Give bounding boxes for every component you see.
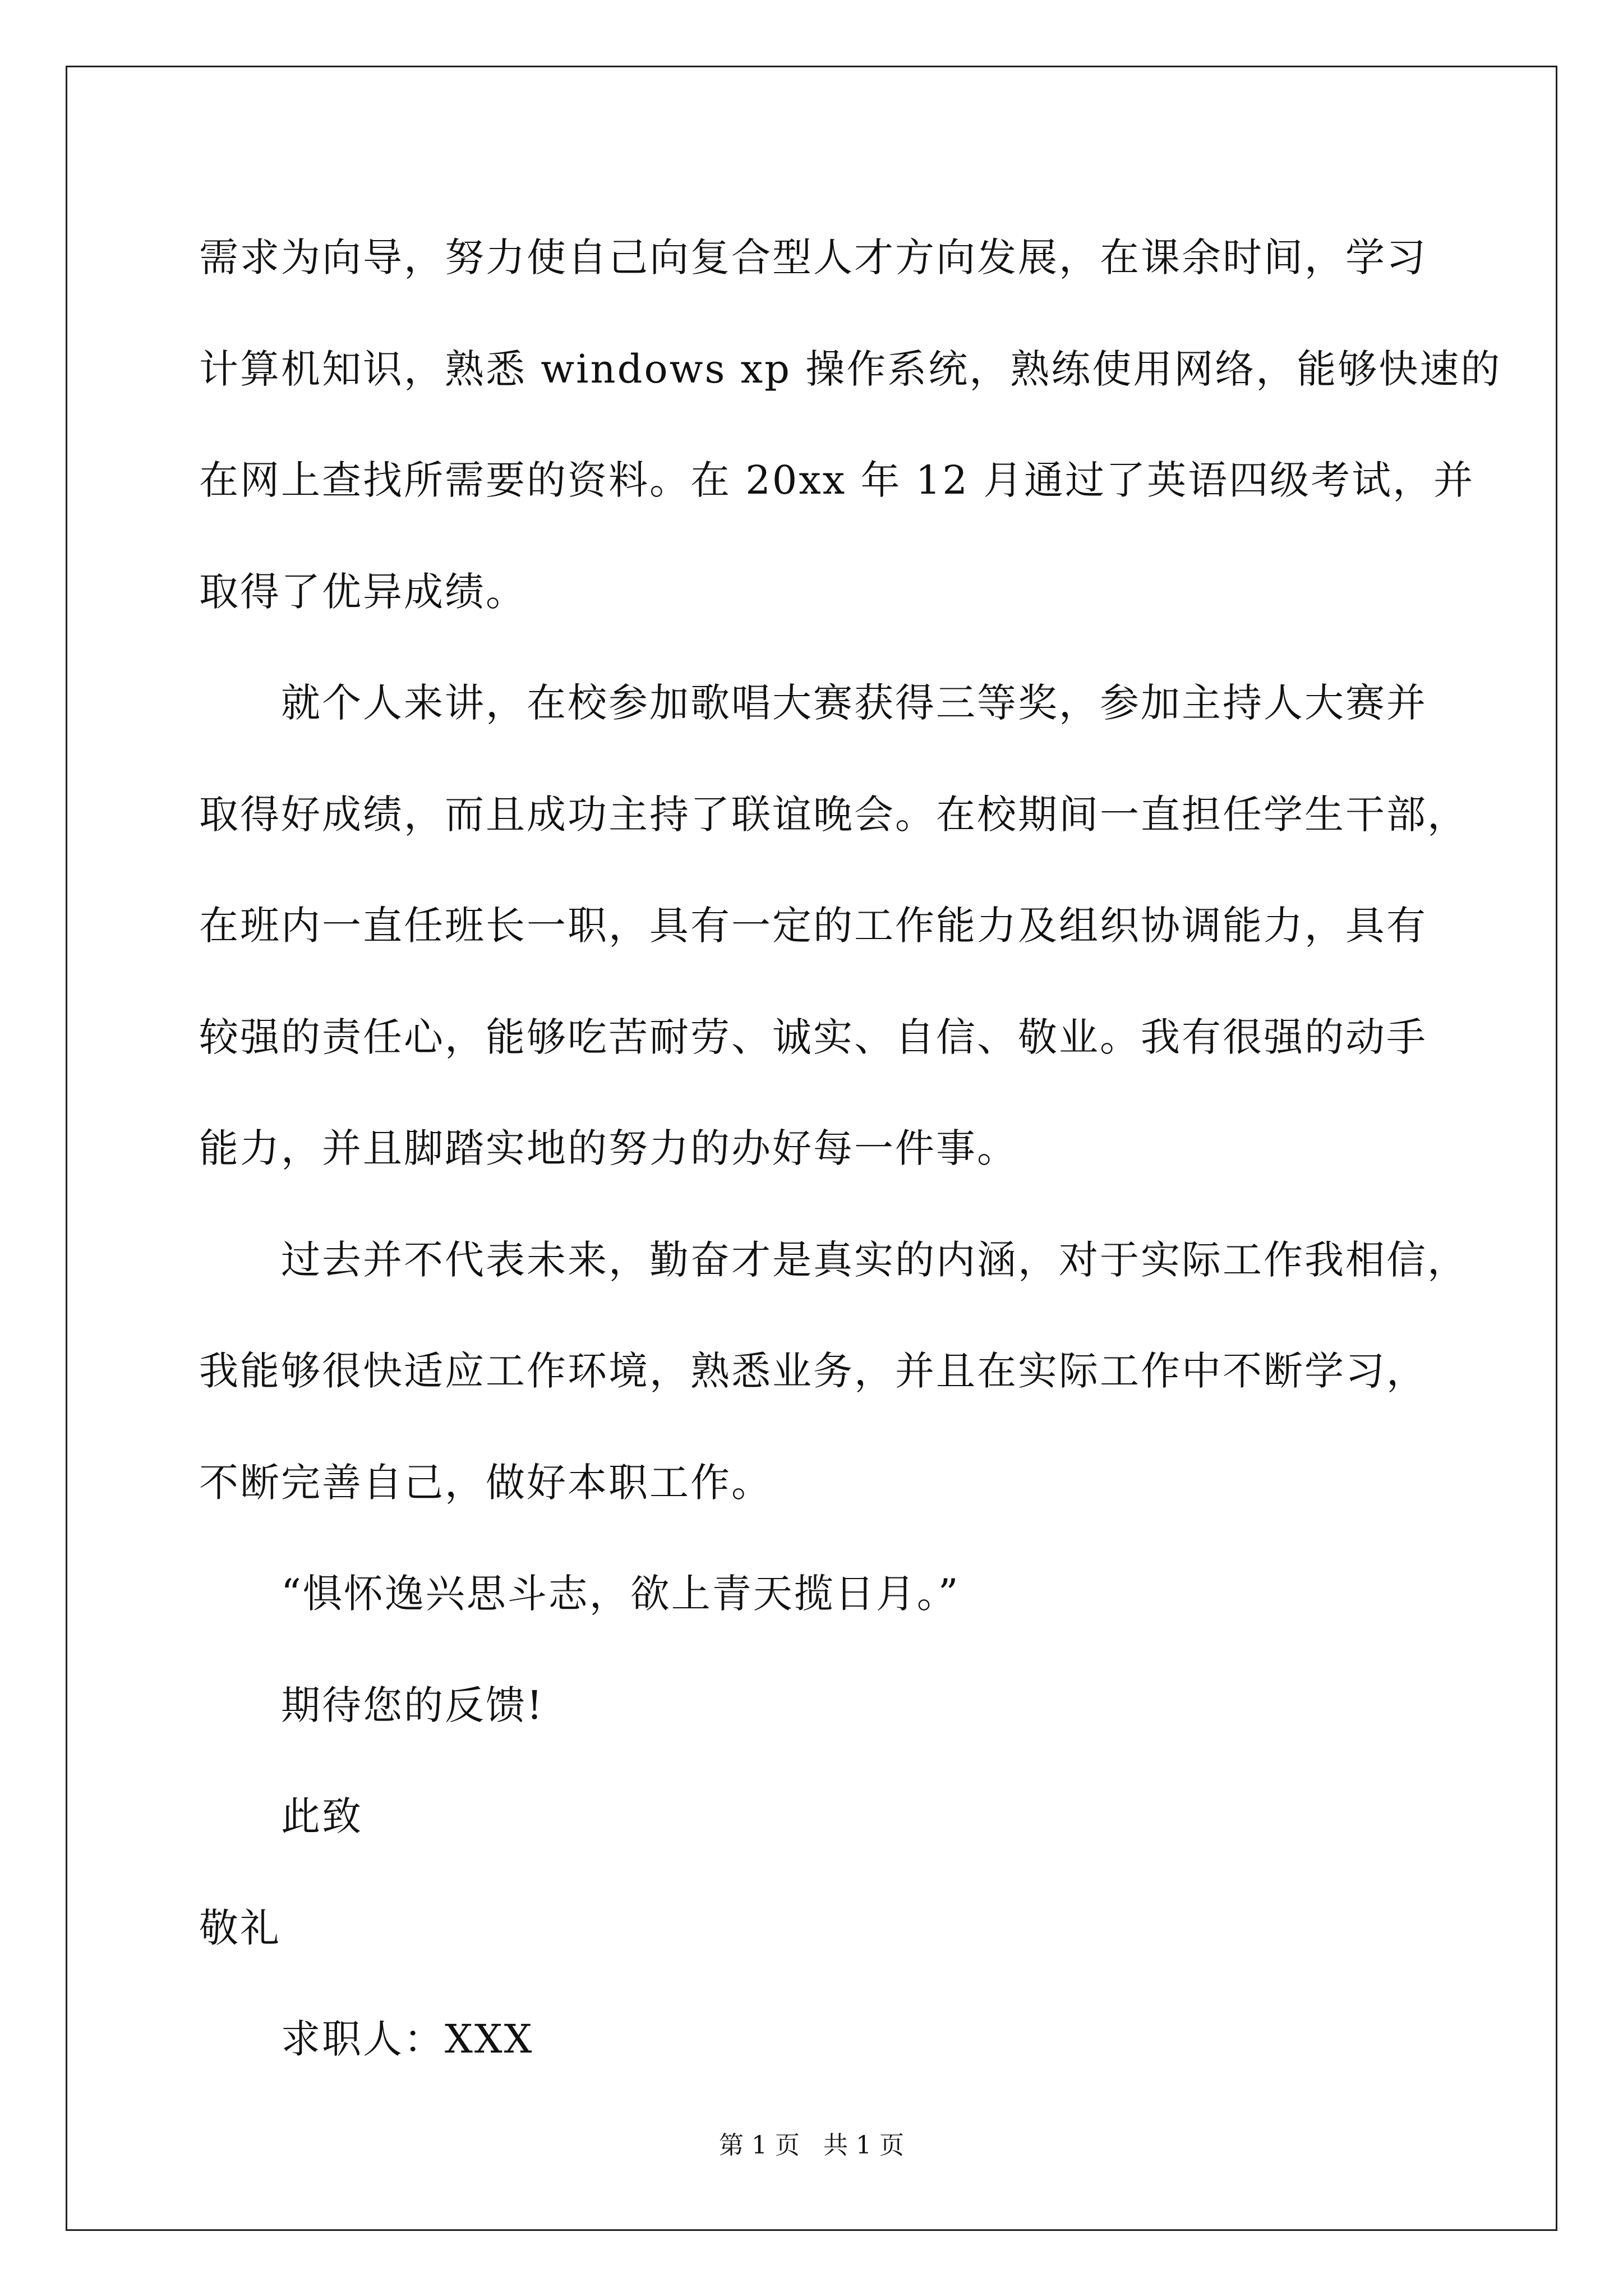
closing-line: 期待您的反馈! — [281, 1682, 545, 1728]
text-line: 过去并不代表未来，勤奋才是真实的内涵，对于实际工作我相信， — [281, 1236, 1468, 1283]
quote-line: “惧怀逸兴思斗志，欲上青天揽日月。” — [281, 1571, 960, 1617]
letter-body — [199, 202, 1502, 2095]
text-line: 能力，并且脚踏实地的努力的办好每一件事。 — [199, 1125, 1018, 1171]
text-line: 较强的责任心，能够吃苦耐劳、诚实、自信、敬业。我有很强的动手 — [199, 1014, 1427, 1060]
text-line: 我能够很快适应工作环境，熟悉业务，并且在实际工作中不断学习， — [199, 1348, 1427, 1394]
signature-line: 求职人：XXX — [281, 2016, 534, 2062]
text-line: 不断完善自己，做好本职工作。 — [199, 1459, 772, 1506]
text-line: 计算机知识，熟悉 windows xp 操作系统，熟练使用网络，能够快速的 — [199, 346, 1502, 392]
text-line: 取得好成绩，而且成功主持了联谊晚会。在校期间一直担任学生干部， — [199, 791, 1468, 838]
text-line: 在网上查找所需要的资料。在 20xx 年 12 月通过了英语四级考试，并 — [199, 457, 1475, 503]
text-line: 需求为向导，努力使自己向复合型人才方向发展，在课余时间，学习 — [199, 234, 1427, 280]
text-line: 就个人来讲，在校参加歌唱大赛获得三等奖，参加主持人大赛并 — [281, 680, 1427, 726]
salutation-line: 敬礼 — [199, 1904, 281, 1951]
text-line: 取得了优异成绩。 — [199, 568, 527, 615]
page-number-footer: 第 1 页 共 1 页 — [719, 2131, 904, 2160]
salutation-line: 此致 — [281, 1793, 363, 1839]
text-line: 在班内一直任班长一职，具有一定的工作能力及组织协调能力，具有 — [199, 903, 1427, 949]
